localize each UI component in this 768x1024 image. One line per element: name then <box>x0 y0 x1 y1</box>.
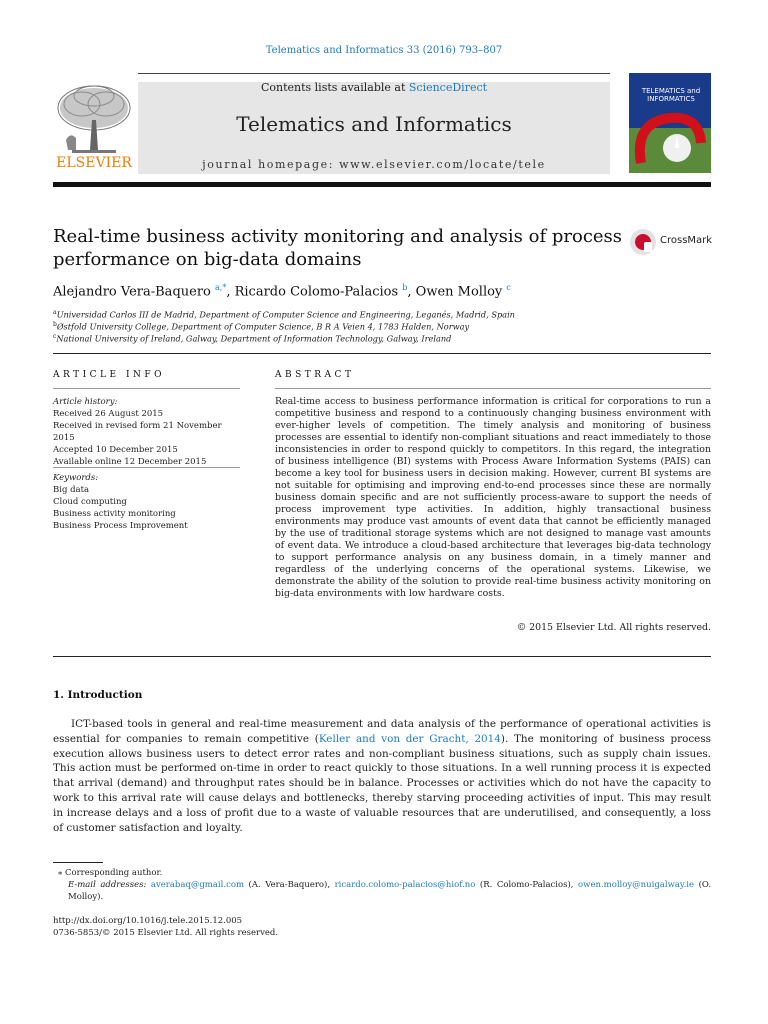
affiliation: $^c$National University of Ireland, Galway, Department of Information Technology, Galway, Ireland <box>53 333 452 344</box>
cover-title: TELEMATICS and INFORMATICS <box>641 87 701 103</box>
header-top-rule <box>138 73 610 74</box>
contents-line <box>138 81 610 94</box>
crossmark-icon <box>630 229 656 255</box>
journal-citation[interactable]: Telematics and Informatics 33 (2016) 793–807 <box>265 45 503 56</box>
history-item: Accepted 10 December 2015 <box>53 445 178 455</box>
email-addresses: E-mail addresses: averabaq@gmail.com (A. Vera-Baquero), ricardo.colomo-palacios@hiof.no (R. Colomo-Palacios), owen.molloy@nuigalway.ie (O. Molloy). <box>68 880 712 902</box>
keywords <box>53 472 243 532</box>
section-divider <box>53 353 711 354</box>
author-name: Ricardo Colomo-Palacios <box>234 284 399 300</box>
elsevier-wordmark: ELSEVIER <box>56 155 132 171</box>
homepage-url[interactable]: www.elsevier.com/locate/tele <box>339 158 546 171</box>
sciencedirect-link[interactable]: ScienceDirect <box>408 81 488 94</box>
email-link[interactable]: ricardo.colomo-palacios@hiof.no <box>334 880 476 890</box>
history-item: Available online 12 December 2015 <box>53 457 207 467</box>
keywords-label: Keywords: <box>53 473 99 483</box>
info-divider <box>53 388 240 389</box>
author-name: Owen Molloy <box>415 284 503 300</box>
crossmark-badge[interactable] <box>630 229 714 257</box>
footnote-rule <box>53 862 103 863</box>
header-bottom-rule <box>53 182 711 187</box>
email-link[interactable]: averabaq@gmail.com <box>150 880 245 890</box>
keyword: Business activity monitoring <box>53 509 176 519</box>
journal-cover-thumbnail[interactable] <box>629 73 711 173</box>
abstract-heading: ABSTRACT <box>275 370 355 380</box>
history-label: Article history: <box>53 397 118 407</box>
author-affil-marker[interactable]: a,* <box>215 283 227 292</box>
corresponding-author-note: ⁎ Corresponding author. <box>58 868 163 878</box>
issn-line: 0736-5853/© 2015 Elsevier Ltd. All rights reserved. <box>53 928 279 938</box>
affiliation: $^b$Østfold University College, Department of Computer Science, B R A Veien 4, 1783 Halden, Norway <box>53 321 470 332</box>
contents-prefix: Contents lists available at <box>260 81 409 94</box>
abstract-copyright: © 2015 Elsevier Ltd. All rights reserved. <box>516 622 711 633</box>
doi-link[interactable]: http://dx.doi.org/10.1016/j.tele.2015.12.005 <box>53 916 243 926</box>
crossmark-label: CrossMark <box>660 235 713 246</box>
author-affil-marker[interactable]: c <box>506 283 511 292</box>
abstract-divider <box>275 388 711 389</box>
keyword: Cloud computing <box>53 497 127 507</box>
affiliation: $^a$Universidad Carlos III de Madrid, Department of Computer Science and Engineering, Leganés, Madrid, Spain <box>53 309 515 320</box>
email-link[interactable]: owen.molloy@nuigalway.ie <box>578 880 695 890</box>
article-title: Real-time business activity monitoring and analysis of process performance on big-data domains <box>53 226 623 270</box>
history-item: Received 26 August 2015 <box>53 409 164 419</box>
intro-paragraph: ICT-based tools in general and real-time measurement and data analysis of the performance of operational activities is essential for companies to remain competitive (Keller and von der Gracht, 2014). The monitoring of business process execution allows business users to detect error rates and non-compliant business situations, such as supply chain issues. This action must be performed on-time in order to react quickly to those situations. In a well running process it is expected that arrival (demand) and throughput rates should be in balance. Processes or activities which do not have the capacity to work to this arrival rate will cause delays and bottlenecks, thereby starving proceeding activities of input. This may result in increase delays and a loss of profit due to a waste of valuable resources that are underutilised, and consequently, a loss of customer satisfaction and loyalty. <box>53 718 711 834</box>
section-divider <box>53 656 711 657</box>
keyword: Big data <box>53 485 90 495</box>
history-item: Received in revised form 21 November 2015 <box>53 421 222 443</box>
keyword: Business Process Improvement <box>53 521 188 531</box>
journal-title: Telematics and Informatics <box>236 112 512 136</box>
abstract-text: Real-time access to business performance information is critical for corporations to run a competitive business and respond to a continuously changing business environment with ever-higher levels of competition. The timely analysis and monitoring of business processes are essential to identify non-compliant situations and react immediately to those inconsistencies in order to respond quickly to competitors. In this regard, the integration of business intelligence (BI) systems with Process Aware Information Systems (PAIS) can become a key tool for business users in decision making. However, current BI systems are not suitable for optimising and improving end-to-end processes since these are normally business domain specific and are not sufficiently process-aware to support the needs of process improvement type activities. In addition, highly transactional business environments may produce vast amounts of event data that cannot be efficiently managed by the use of traditional storage systems which are not designed to manage vast amounts of event data. We introduce a cloud-based architecture that leverages big-data technology to support performance analysis on any business domain, in a timely manner and regardless of the underlying concerns of the operational systems. Likewise, we demonstrate the ability of the solution to provide real-time business activity monitoring on big-data environments with low hardware costs. <box>275 396 711 599</box>
article-history <box>53 396 243 468</box>
article-info-heading: ARTICLE INFO <box>53 370 166 380</box>
author-name: Alejandro Vera-Baquero <box>53 284 211 300</box>
info-divider <box>53 467 240 468</box>
homepage-prefix: journal homepage: <box>202 158 340 171</box>
journal-homepage <box>138 158 610 171</box>
author-affil-marker[interactable]: b <box>402 283 408 292</box>
section-heading: 1. Introduction <box>53 689 143 701</box>
citation-link[interactable]: Keller and von der Gracht, 2014 <box>318 732 501 745</box>
author-list: Alejandro Vera-Baquero $^{a,*}$, Ricardo Colomo-Palacios $^b$, Owen Molloy $^c$ <box>53 283 511 300</box>
